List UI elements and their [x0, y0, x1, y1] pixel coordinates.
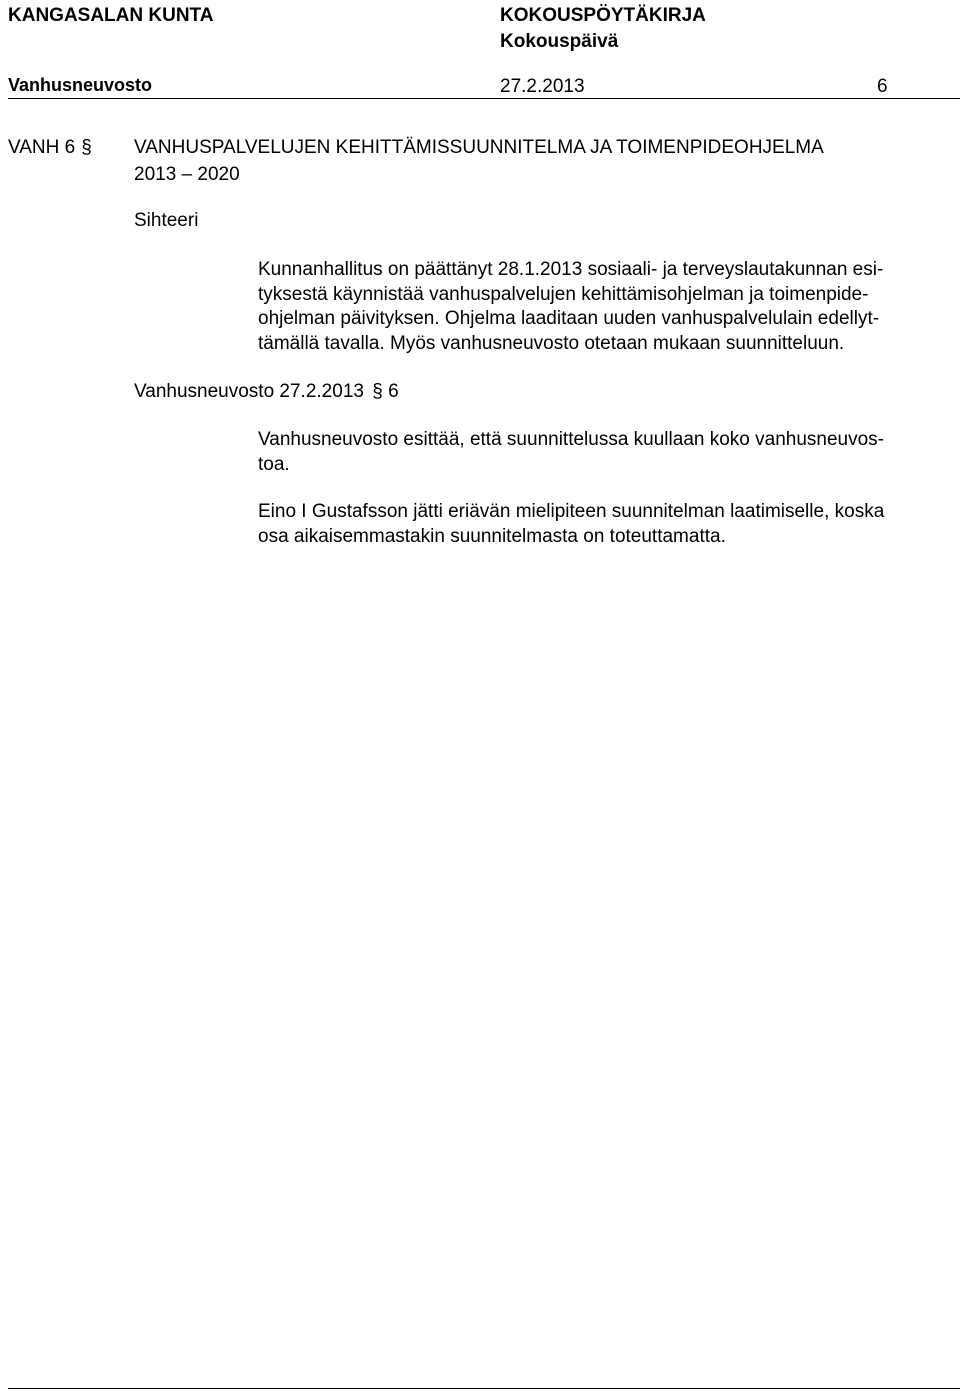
paragraph-decision [258, 428, 958, 477]
decision-header-text: Vanhusneuvosto 27.2.2013 [134, 381, 364, 402]
section-mark: § [81, 137, 92, 158]
item-title-line1: VANHUSPALVELUJEN KEHITTÄMISSUUNNITELMA JA TOIMENPIDEOHJELMA [134, 137, 824, 158]
paragraph-line: osa aikaisemmastakin suunnitelmasta on toteuttamatta. [258, 525, 726, 547]
secretary-label: Sihteeri [134, 210, 199, 231]
footer-divider [8, 1388, 960, 1389]
paragraph-dissent [258, 500, 958, 549]
paragraph-line: tämällä tavalla. Myös vanhusneuvosto otetaan mukaan suunnitteluun. [258, 332, 845, 354]
item-code-text: VANH 6 [8, 137, 76, 158]
decision-section-mark: § [372, 381, 383, 402]
document-type: KOKOUSPÖYTÄKIRJA [500, 5, 706, 26]
item-title-line2: 2013 – 2020 [134, 164, 240, 185]
paragraph-line: Kunnanhallitus on päättänyt 28.1.2013 sosiaali- ja terveyslautakunnan esi- [258, 259, 884, 280]
decision-header [134, 380, 399, 405]
paragraph-preparation [258, 258, 958, 356]
organization-name: KANGASALAN KUNTA [8, 5, 214, 26]
decision-number: 6 [388, 381, 399, 402]
paragraph-line: Vanhusneuvosto esittää, että suunnittelussa kuullaan koko vanhusneuvos- [258, 429, 885, 450]
meeting-date: 27.2.2013 [500, 76, 585, 97]
page-number: 6 [877, 76, 888, 97]
item-code [8, 134, 92, 161]
body-name: Vanhusneuvosto [8, 75, 153, 95]
paragraph-line: tyksestä käynnistää vanhuspalvelujen kehittämisohjelman ja toimenpide- [258, 283, 869, 305]
header-divider [8, 98, 960, 99]
paragraph-line: Eino I Gustafsson jätti eriävän mielipiteen suunnitelman laatimiselle, koska [258, 501, 885, 522]
item-title [134, 134, 824, 188]
paragraph-line: toa. [258, 453, 290, 475]
paragraph-line: ohjelman päivityksen. Ohjelma laaditaan uuden vanhuspalvelulain edellyt- [258, 308, 880, 329]
meeting-date-label: Kokouspäivä [500, 31, 619, 52]
